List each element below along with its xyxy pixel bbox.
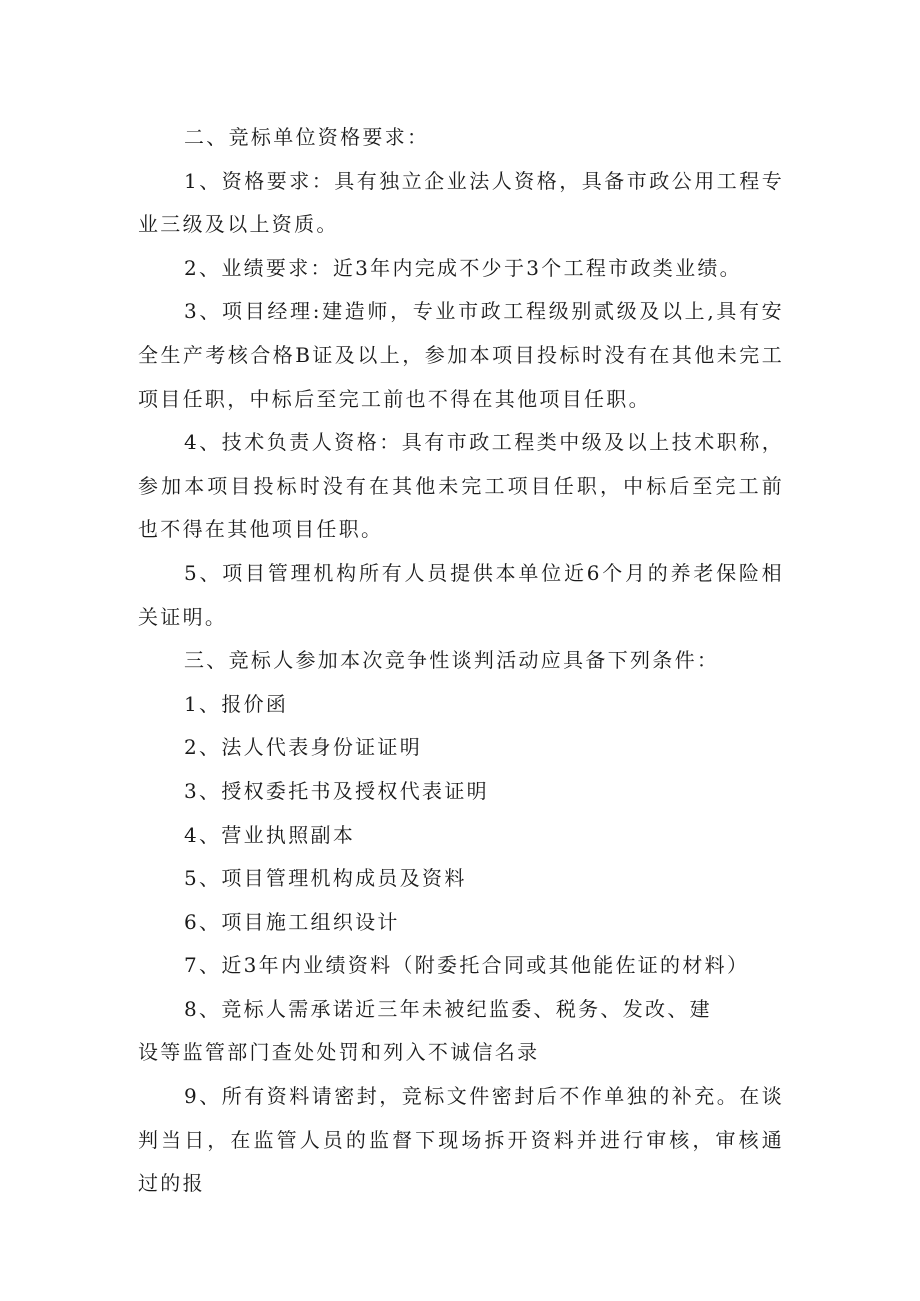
qualification-item-2: 2、业绩要求：近3年内完成不少于3个工程市政类业绩。 — [184, 255, 742, 280]
condition-item-4: 4、营业执照副本 — [184, 822, 356, 847]
document-body — [138, 116, 784, 1206]
condition-item-9: 9、所有资料请密封，竞标文件密封后不作单独的补充。在谈判当日，在监管人员的监督下现场拆开资料并进行审核，审核通过的报 — [138, 1084, 784, 1196]
condition-item-8-continued: 设等监管部门查处处罚和列入不诚信名录 — [138, 1040, 540, 1065]
section-heading-conditions: 三、竞标人参加本次竞争性谈判活动应具备下列条件： — [184, 648, 720, 673]
condition-item-3: 3、授权委托书及授权代表证明 — [184, 778, 489, 803]
condition-item-7: 7、近3年内业绩资料（附委托合同或其他能佐证的材料） — [184, 953, 750, 978]
condition-item-2: 2、法人代表身份证证明 — [184, 735, 423, 760]
condition-item-5: 5、项目管理机构成员及资料 — [184, 866, 467, 891]
qualification-item-1: 1、资格要求：具有独立企业法人资格，具备市政公用工程专业三级及以上资质。 — [138, 168, 784, 237]
qualification-item-4: 4、技术负责人资格：具有市政工程类中级及以上技术职称，参加本项目投标时没有在其他未完工项目任职，中标后至完工前也不得在其他项目任职。 — [138, 430, 784, 542]
section-heading-qualifications: 二、竞标单位资格要求： — [184, 125, 430, 149]
condition-item-1: 1、报价函 — [184, 691, 289, 716]
qualification-item-5: 5、项目管理机构所有人员提供本单位近6个月的养老保险相关证明。 — [138, 560, 784, 629]
condition-item-6: 6、项目施工组织设计 — [184, 909, 400, 934]
qualification-item-3: 3、项目经理:建造师，专业市政工程级别贰级及以上,具有安全生产考核合格B证及以上，参加本项目投标时没有在其他未完工项目任职，中标后至完工前也不得在其他项目任职。 — [138, 299, 784, 411]
condition-item-8: 8、竞标人需承诺近三年未被纪监委、税务、发改、建 — [184, 996, 712, 1021]
